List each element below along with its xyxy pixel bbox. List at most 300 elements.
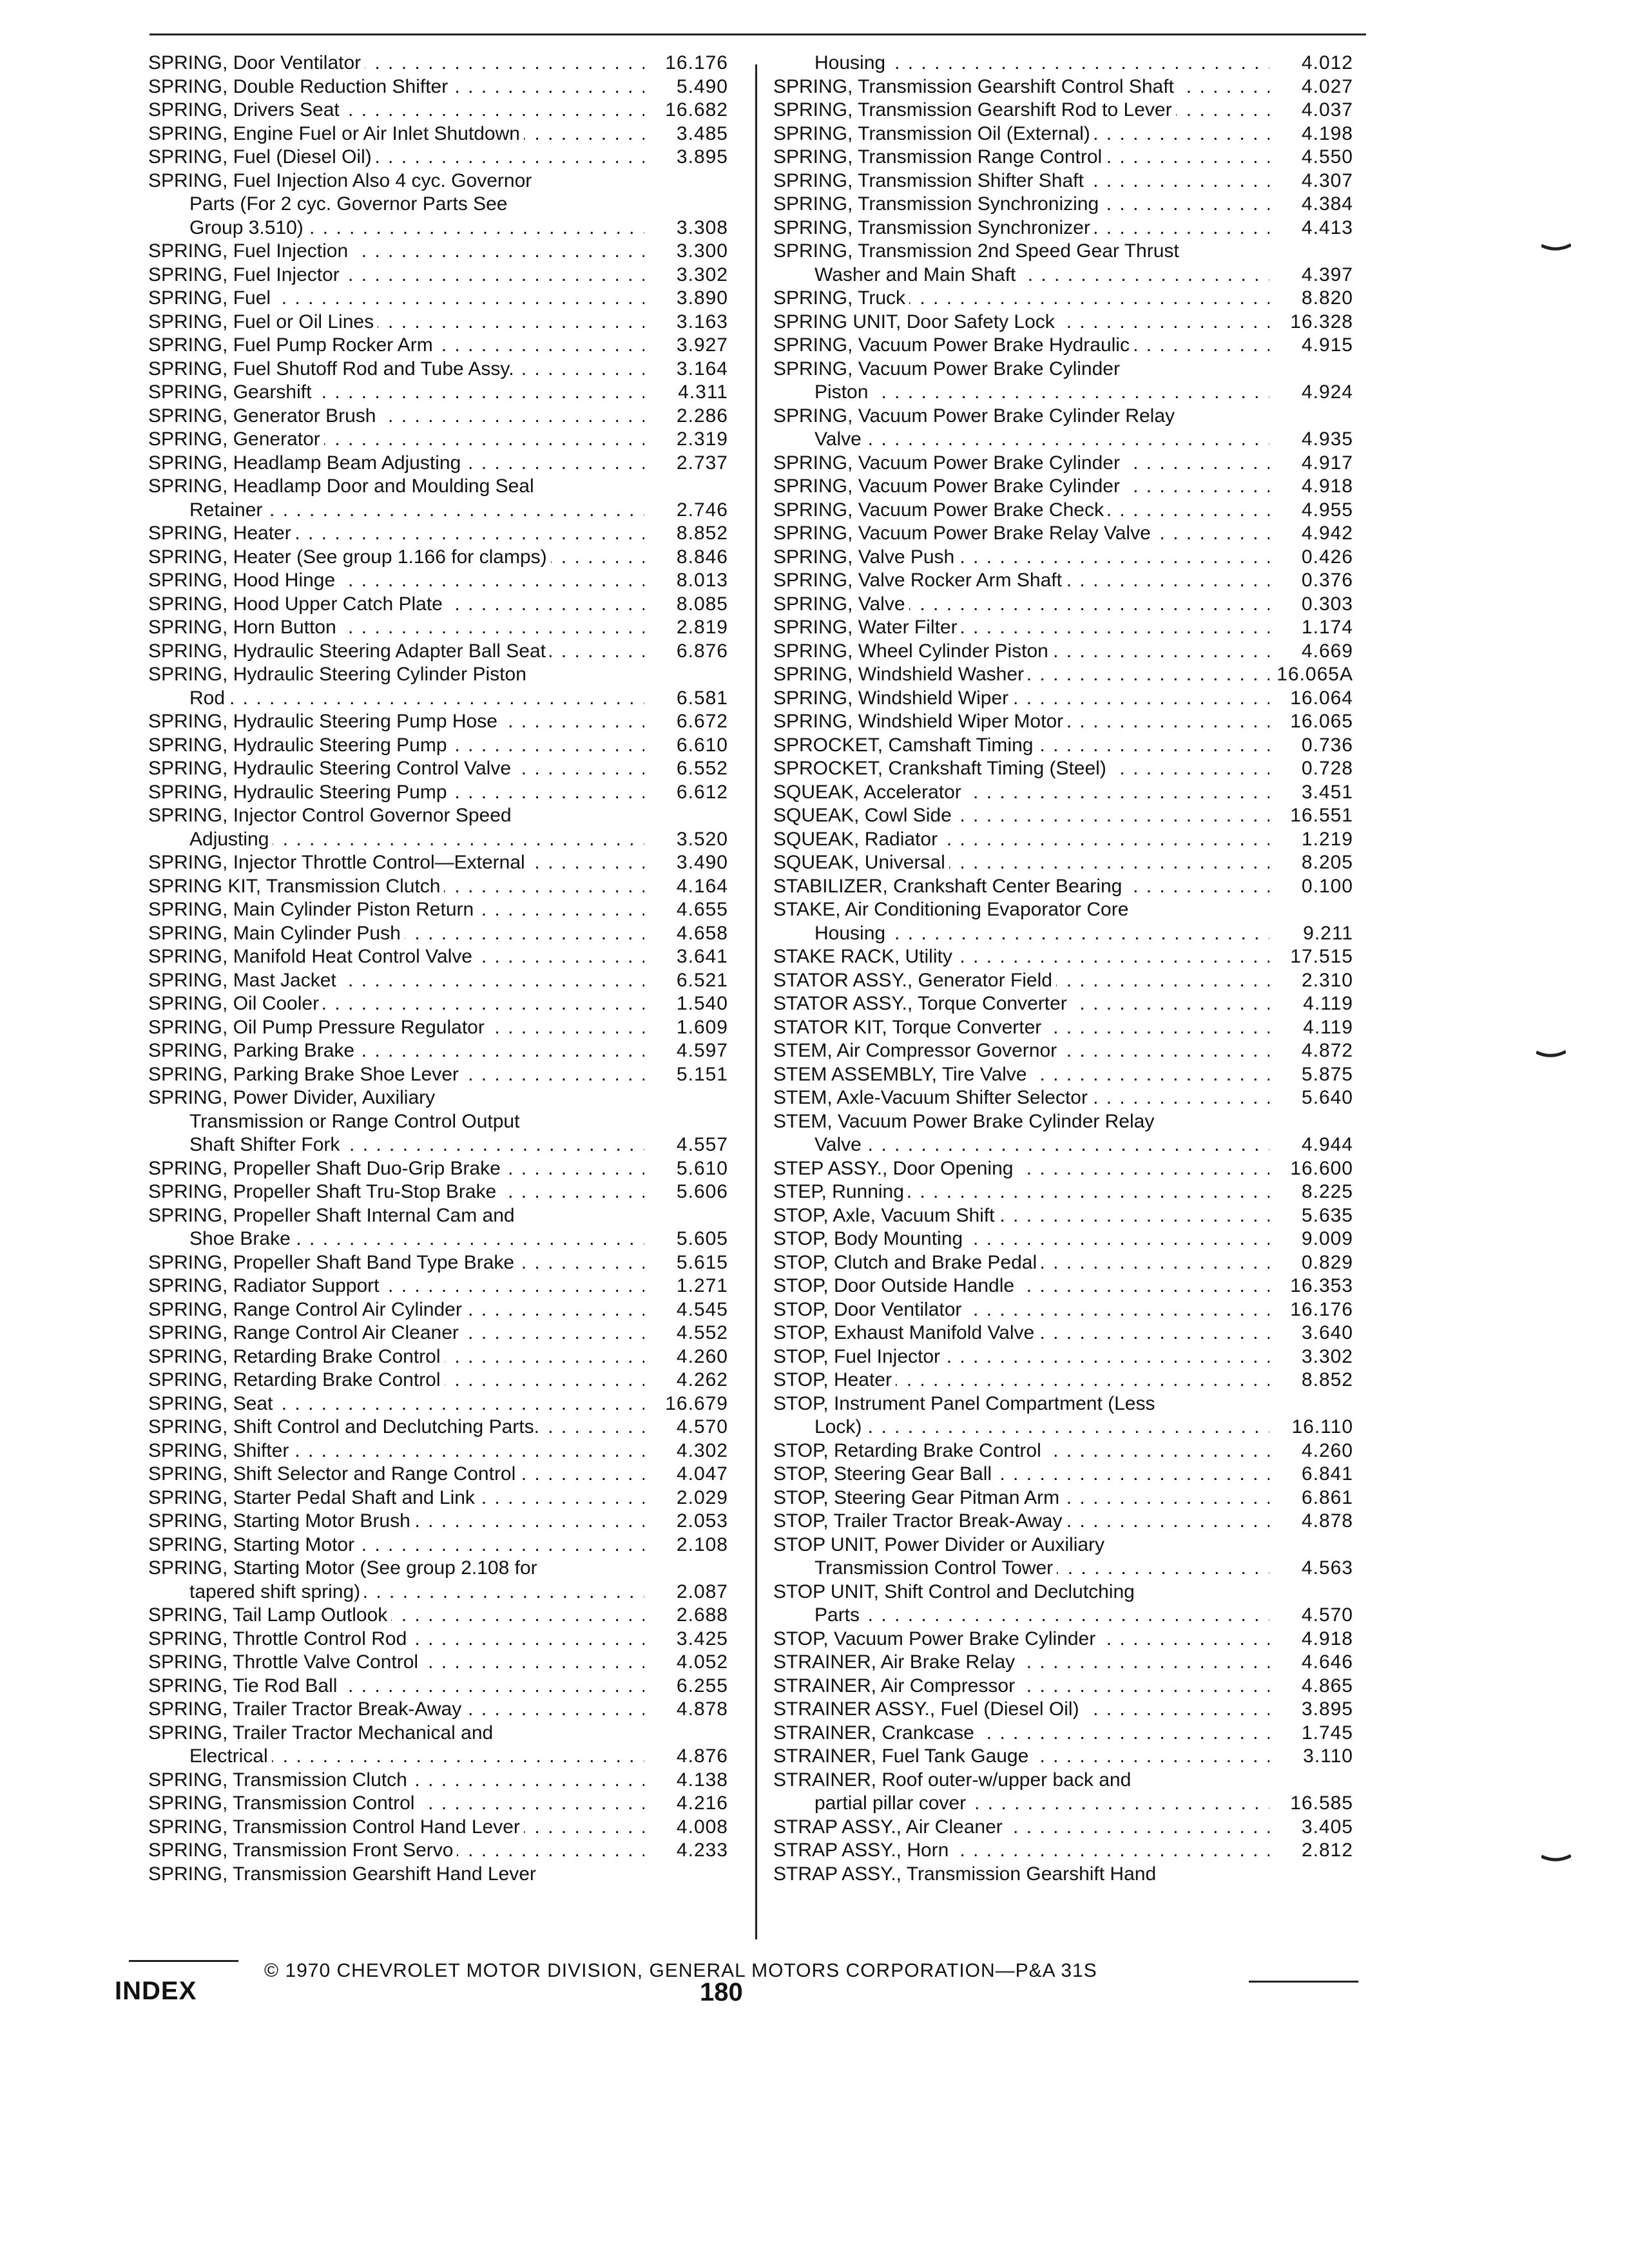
entry-text: SPRING, Double Reduction Shifter xyxy=(148,76,452,97)
group-number: 6.861 xyxy=(1301,1486,1353,1508)
group-number: 4.570 xyxy=(676,1416,728,1437)
entry-text: SPRING, Range Control Air Cylinder xyxy=(148,1299,466,1320)
group-number: 4.008 xyxy=(676,1816,728,1838)
index-entry xyxy=(773,1251,1353,1275)
entry-text: SPRING, Hydraulic Steering Control Valve xyxy=(148,758,515,779)
group-number: 4.260 xyxy=(1301,1439,1353,1461)
index-entry xyxy=(773,1133,1353,1157)
index-entry xyxy=(148,828,728,852)
index-entry xyxy=(148,992,728,1016)
index-entry xyxy=(148,546,728,570)
group-number: 4.311 xyxy=(678,381,728,403)
entry-label xyxy=(773,1675,1269,1698)
entry-label xyxy=(773,663,1269,687)
group-number: 3.520 xyxy=(676,828,728,850)
index-entry xyxy=(148,663,728,687)
group-number: 0.736 xyxy=(1301,734,1353,756)
entry-text: STOP, Fuel Injector xyxy=(773,1346,944,1367)
entry-text: STOP, Axle, Vacuum Shift xyxy=(773,1205,999,1226)
index-entry xyxy=(148,569,728,593)
group-number: 16.585 xyxy=(1290,1792,1353,1814)
group-number: 6.610 xyxy=(676,734,728,756)
group-number: 8.852 xyxy=(676,523,728,544)
group-number: 3.641 xyxy=(676,946,728,967)
entry-text: SPRING, Retarding Brake Control xyxy=(148,1369,445,1390)
entry-label xyxy=(189,1745,644,1769)
group-number: 4.047 xyxy=(676,1463,728,1485)
index-entry xyxy=(773,1321,1353,1345)
entry-label xyxy=(148,146,644,169)
entry-text: Washer and Main Shaft xyxy=(815,264,1019,285)
entry-label xyxy=(148,757,644,781)
group-number: 2.819 xyxy=(676,617,728,638)
entry-label xyxy=(189,1133,644,1157)
group-number: 8.013 xyxy=(676,570,728,591)
entry-text: STATOR KIT, Torque Converter xyxy=(773,1017,1045,1038)
entry-label xyxy=(148,1369,644,1392)
group-number: 8.820 xyxy=(1301,287,1353,309)
index-entry xyxy=(148,1298,728,1322)
entry-label xyxy=(773,546,1269,570)
index-entry xyxy=(773,1298,1353,1322)
index-entry xyxy=(148,1604,728,1628)
entry-label xyxy=(773,146,1269,169)
entry-label xyxy=(773,1533,1269,1557)
entry-label xyxy=(773,1369,1269,1392)
group-number: 0.728 xyxy=(1301,758,1353,779)
entry-text: SPRING, Engine Fuel or Air Inlet Shutdown xyxy=(148,123,524,144)
index-entry xyxy=(148,499,728,523)
entry-label xyxy=(148,122,644,146)
index-entry xyxy=(773,875,1353,899)
group-number: 6.841 xyxy=(1301,1463,1353,1485)
entry-label xyxy=(773,358,1269,381)
entry-text: SPRING, Wheel Cylinder Piston xyxy=(773,640,1052,662)
entry-text: STEP ASSY., Door Opening xyxy=(773,1158,1017,1179)
entry-label xyxy=(773,475,1269,499)
index-entry xyxy=(148,1110,728,1134)
entry-label xyxy=(189,687,644,711)
group-number: 5.606 xyxy=(676,1181,728,1202)
entry-text: SPRING, Valve Rocker Arm Shaft xyxy=(773,570,1066,591)
index-entry xyxy=(148,1722,728,1745)
group-number: 6.612 xyxy=(676,781,728,803)
group-number: 3.485 xyxy=(676,122,728,144)
index-entry xyxy=(773,1510,1353,1533)
right-index-column xyxy=(773,52,1353,1886)
entry-label xyxy=(773,216,1269,240)
index-entry xyxy=(148,969,728,993)
entry-text: SPRING, Seat xyxy=(148,1393,276,1414)
index-entry xyxy=(773,781,1353,805)
entry-text: SPRING, Vacuum Power Brake Cylinder Relay xyxy=(773,405,1179,427)
group-number: 16.176 xyxy=(1290,1298,1353,1320)
index-entry xyxy=(773,1745,1353,1769)
index-entry xyxy=(773,405,1353,428)
entry-label xyxy=(189,1110,644,1134)
binding-mark xyxy=(1541,1854,1571,1863)
entry-text: Housing xyxy=(815,923,889,944)
entry-label xyxy=(148,992,644,1016)
index-entry xyxy=(148,240,728,264)
entry-label xyxy=(148,593,644,617)
entry-text: SPRING, Headlamp Beam Adjusting xyxy=(148,452,465,474)
entry-label xyxy=(815,52,1269,75)
entry-label xyxy=(773,1722,1269,1745)
group-number: 16.551 xyxy=(1290,805,1353,826)
entry-label xyxy=(773,1651,1269,1675)
entry-label xyxy=(148,475,644,499)
entry-text: STEP, Running xyxy=(773,1181,908,1202)
entry-text: Piston xyxy=(815,381,872,403)
entry-text: SPRING, Windshield Wiper xyxy=(773,687,1012,709)
index-entry xyxy=(148,405,728,428)
entry-label xyxy=(148,287,644,311)
entry-text: SPRING, Fuel Injection Also 4 cyc. Governor xyxy=(148,170,535,191)
entry-label xyxy=(148,1675,644,1698)
group-number: 6.876 xyxy=(676,640,728,662)
entry-label xyxy=(148,1769,644,1792)
index-entry xyxy=(773,1274,1353,1298)
entry-text: Shaft Shifter Fork xyxy=(189,1134,343,1155)
entry-text: Retainer xyxy=(189,499,266,521)
entry-label xyxy=(773,992,1269,1016)
entry-text: SPRING, Starting Motor (See group 2.108 for xyxy=(148,1557,541,1579)
index-entry xyxy=(148,381,728,405)
entry-text: tapered shift spring) xyxy=(189,1581,364,1602)
index-entry xyxy=(148,1533,728,1557)
index-entry xyxy=(148,1345,728,1369)
index-entry xyxy=(148,99,728,122)
index-entry xyxy=(773,1227,1353,1251)
index-entry xyxy=(773,428,1353,452)
entry-label xyxy=(815,1557,1269,1581)
entry-text: Lock) xyxy=(815,1416,865,1437)
index-entry xyxy=(773,569,1353,593)
index-entry xyxy=(148,522,728,546)
group-number: 2.108 xyxy=(676,1533,728,1555)
entry-text: SPRING, Transmission Clutch xyxy=(148,1769,411,1791)
index-entry xyxy=(148,1628,728,1651)
group-number: 9.211 xyxy=(1303,922,1353,944)
group-number: 4.944 xyxy=(1301,1134,1353,1155)
group-number: 5.875 xyxy=(1301,1063,1353,1085)
entry-label xyxy=(773,122,1269,146)
entry-text: SPRING, Valve Push xyxy=(773,546,958,568)
entry-label xyxy=(773,710,1269,734)
index-entry xyxy=(773,1486,1353,1510)
index-entry xyxy=(773,1039,1353,1063)
index-entry xyxy=(773,264,1353,287)
index-entry xyxy=(148,1745,728,1769)
group-number: 6.581 xyxy=(676,687,728,709)
entry-label xyxy=(148,1439,644,1463)
entry-text: SPRING, Generator xyxy=(148,428,324,450)
binding-mark xyxy=(1536,1050,1566,1059)
entry-label xyxy=(773,1086,1269,1110)
group-number: 3.425 xyxy=(676,1628,728,1649)
group-number: 3.490 xyxy=(676,852,728,873)
index-entry xyxy=(773,146,1353,169)
group-number: 3.164 xyxy=(676,358,728,380)
group-number: 4.138 xyxy=(676,1769,728,1791)
group-number: 4.550 xyxy=(1301,146,1353,168)
entry-label xyxy=(148,1698,644,1722)
index-entry xyxy=(773,1675,1353,1698)
index-entry xyxy=(148,734,728,758)
entry-label xyxy=(189,193,644,216)
entry-text: SPRING, Horn Button xyxy=(148,617,340,638)
index-entry xyxy=(773,1557,1353,1581)
index-entry xyxy=(773,1086,1353,1110)
entry-label xyxy=(773,1251,1269,1275)
entry-label xyxy=(773,1745,1269,1769)
index-entry xyxy=(148,1369,728,1392)
entry-label xyxy=(148,1816,644,1840)
entry-text: SPRING, Starter Pedal Shaft and Link xyxy=(148,1487,479,1508)
entry-text: STOP, Body Mounting xyxy=(773,1228,967,1249)
index-entry xyxy=(773,898,1353,922)
entry-text: SPRING, Vacuum Power Brake Check xyxy=(773,499,1108,521)
group-number: 4.260 xyxy=(676,1345,728,1367)
index-entry xyxy=(148,1839,728,1863)
group-number: 4.865 xyxy=(1301,1675,1353,1696)
index-entry xyxy=(773,1369,1353,1392)
index-entry xyxy=(148,311,728,334)
group-number: 4.557 xyxy=(676,1134,728,1155)
entry-text: SPRING, Propeller Shaft Band Type Brake xyxy=(148,1252,518,1273)
entry-text: SPRING, Transmission Synchronizer xyxy=(773,217,1094,238)
index-entry xyxy=(148,1792,728,1816)
entry-label xyxy=(148,1863,644,1887)
group-number: 4.597 xyxy=(676,1040,728,1061)
entry-text: STRAINER, Fuel Tank Gauge xyxy=(773,1745,1032,1767)
index-entry xyxy=(148,146,728,169)
entry-text: SPRING, Hood Hinge xyxy=(148,570,339,591)
entry-label xyxy=(773,405,1269,428)
group-number: 5.151 xyxy=(676,1063,728,1085)
entry-label xyxy=(148,1557,644,1581)
group-number: 17.515 xyxy=(1290,946,1353,967)
group-number: 6.255 xyxy=(676,1675,728,1696)
index-entry xyxy=(148,428,728,452)
entry-label xyxy=(148,99,644,122)
index-entry xyxy=(773,499,1353,523)
index-entry xyxy=(148,216,728,240)
group-number: 4.052 xyxy=(676,1651,728,1673)
entry-text: Rod xyxy=(189,687,229,709)
entry-text: SPRING, Transmission Front Servo xyxy=(148,1840,457,1861)
entry-text: STRAINER, Crankcase xyxy=(773,1722,978,1744)
group-number: 6.552 xyxy=(676,758,728,779)
entry-text: SPRING, Fuel or Oil Lines xyxy=(148,311,378,332)
index-entry xyxy=(148,1204,728,1228)
index-entry xyxy=(148,687,728,711)
entry-text: SPRING, Vacuum Power Brake Cylinder xyxy=(773,358,1124,380)
entry-label xyxy=(148,616,644,640)
entry-text: Adjusting xyxy=(189,829,273,850)
entry-label xyxy=(773,945,1269,969)
entry-label xyxy=(815,1133,1269,1157)
group-number: 3.890 xyxy=(676,287,728,309)
entry-text: SPRING, Fuel Shutoff Rod and Tube Assy. xyxy=(148,358,518,380)
entry-text: SPRING, Tail Lamp Outlook xyxy=(148,1604,391,1626)
entry-label xyxy=(148,1792,644,1816)
entry-text: STOP, Instrument Panel Compartment (Less xyxy=(773,1393,1159,1414)
index-entry xyxy=(773,969,1353,993)
group-number: 1.219 xyxy=(1301,828,1353,850)
entry-text: SPRING, Power Divider, Auxiliary xyxy=(148,1087,439,1108)
index-entry xyxy=(773,216,1353,240)
entry-text: Electrical xyxy=(189,1745,272,1767)
entry-label xyxy=(189,828,644,852)
entry-label xyxy=(148,922,644,946)
entry-label xyxy=(773,1863,1269,1887)
entry-text: SPRING, Propeller Shaft Internal Cam and xyxy=(148,1205,519,1226)
entry-text: SPRING, Headlamp Door and Moulding Seal xyxy=(148,476,538,497)
entry-label xyxy=(148,1086,644,1110)
entry-label xyxy=(773,522,1269,546)
entry-label xyxy=(189,216,644,240)
group-number: 4.027 xyxy=(1301,75,1353,97)
entry-label xyxy=(773,828,1269,852)
entry-text: SQUEAK, Cowl Side xyxy=(773,805,956,826)
entry-label xyxy=(815,1416,1269,1439)
entry-label xyxy=(773,1581,1269,1604)
entry-text: SPRING, Injector Control Governor Speed xyxy=(148,805,516,826)
index-entry xyxy=(773,1392,1353,1416)
entry-text: STOP, Exhaust Manifold Valve xyxy=(773,1322,1038,1343)
entry-label xyxy=(773,969,1269,993)
index-entry xyxy=(773,1204,1353,1228)
index-entry xyxy=(148,1016,728,1040)
group-number: 4.876 xyxy=(676,1745,728,1767)
entry-text: SPRING, Transmission Synchronizing xyxy=(773,193,1103,215)
entry-text: SPRING, Transmission Control xyxy=(148,1792,418,1814)
entry-label xyxy=(815,1792,1269,1816)
entry-text: SPRING, Propeller Shaft Duo-Grip Brake xyxy=(148,1158,505,1179)
index-entry xyxy=(148,1039,728,1063)
entry-label xyxy=(773,757,1269,781)
index-entry xyxy=(148,1416,728,1439)
index-entry xyxy=(773,75,1353,99)
group-number: 4.658 xyxy=(676,922,728,944)
group-number: 16.600 xyxy=(1290,1157,1353,1179)
group-number: 0.100 xyxy=(1301,875,1353,897)
group-number: 16.679 xyxy=(665,1392,728,1414)
group-number: 0.829 xyxy=(1301,1251,1353,1273)
group-number: 8.225 xyxy=(1301,1181,1353,1202)
entry-label xyxy=(773,193,1269,216)
entry-label xyxy=(815,428,1269,452)
group-number: 8.085 xyxy=(676,593,728,615)
index-entry xyxy=(148,1557,728,1581)
entry-text: Housing xyxy=(815,52,889,73)
entry-text: STOP, Steering Gear Pitman Arm xyxy=(773,1487,1063,1508)
index-entry xyxy=(148,452,728,476)
entry-text: STABILIZER, Crankshaft Center Bearing xyxy=(773,876,1126,897)
group-number: 4.655 xyxy=(676,899,728,920)
group-number: 4.307 xyxy=(1301,169,1353,191)
entry-label xyxy=(773,334,1269,358)
entry-text: SPRING, Hydraulic Steering Pump xyxy=(148,782,451,803)
index-entry xyxy=(148,193,728,216)
index-entry xyxy=(148,593,728,617)
group-number: 4.216 xyxy=(676,1792,728,1814)
entry-text: STOP UNIT, Power Divider or Auxiliary xyxy=(773,1534,1108,1555)
entry-text: Parts xyxy=(815,1604,863,1626)
index-entry xyxy=(148,1863,728,1887)
entry-text: Shoe Brake xyxy=(189,1228,294,1249)
entry-text: SPRING, Shift Control and Declutching Parts. xyxy=(148,1416,543,1437)
entry-label xyxy=(815,1604,1269,1628)
entry-label xyxy=(148,1274,644,1298)
index-entry xyxy=(148,1157,728,1181)
group-number: 3.302 xyxy=(1301,1345,1353,1367)
entry-label xyxy=(773,99,1269,122)
index-entry xyxy=(773,334,1353,358)
entry-text: SPRING, Hydraulic Steering Pump Hose xyxy=(148,711,501,732)
index-entry xyxy=(773,522,1353,546)
group-number: 4.924 xyxy=(1301,381,1353,403)
entry-label xyxy=(773,781,1269,805)
index-entry xyxy=(148,169,728,193)
group-number: 16.176 xyxy=(665,52,728,73)
entry-label xyxy=(773,1227,1269,1251)
entry-label xyxy=(773,734,1269,758)
group-number: 3.302 xyxy=(676,264,728,285)
group-number: 3.405 xyxy=(1301,1816,1353,1838)
index-entry xyxy=(148,1392,728,1416)
entry-text: STOP UNIT, Shift Control and Declutching xyxy=(773,1581,1139,1602)
entry-text: SPRING, Oil Pump Pressure Regulator xyxy=(148,1017,488,1038)
index-entry xyxy=(773,1063,1353,1087)
entry-text: Valve xyxy=(815,428,865,450)
left-index-column xyxy=(148,52,728,1886)
entry-text: SPRING UNIT, Door Safety Lock xyxy=(773,311,1059,332)
entry-text: SPRING, Water Filter xyxy=(773,617,961,638)
top-rule xyxy=(149,34,1366,35)
entry-label xyxy=(148,169,644,193)
entry-label xyxy=(773,1298,1269,1322)
index-entry xyxy=(148,1769,728,1792)
index-entry xyxy=(773,1816,1353,1840)
group-number: 4.262 xyxy=(676,1369,728,1390)
entry-text: SPRING, Gearshift xyxy=(148,381,315,403)
entry-text: Group 3.510) xyxy=(189,217,307,238)
entry-text: SPRING, Windshield Wiper Motor xyxy=(773,711,1067,732)
index-entry xyxy=(148,122,728,146)
entry-label xyxy=(773,452,1269,476)
entry-text: SPRING, Injector Throttle Control—External xyxy=(148,852,529,873)
group-number: 4.397 xyxy=(1301,264,1353,285)
index-entry xyxy=(773,287,1353,311)
group-number: 5.490 xyxy=(676,75,728,97)
group-number: 1.271 xyxy=(676,1275,728,1296)
entry-text: SPRING, Door Ventilator xyxy=(148,52,365,73)
entry-text: SPRING, Heater xyxy=(148,523,295,544)
group-number: 4.955 xyxy=(1301,499,1353,521)
index-entry xyxy=(773,1110,1353,1134)
entry-label xyxy=(148,875,644,899)
copyright-notice: © 1970 CHEVROLET MOTOR DIVISION, GENERAL MOTORS CORPORATION—P&A 31S xyxy=(264,1960,1097,1981)
group-number: 1.609 xyxy=(676,1016,728,1038)
entry-label xyxy=(148,264,644,287)
group-number: 4.198 xyxy=(1301,122,1353,144)
entry-text: partial pillar cover xyxy=(815,1792,970,1814)
group-number: 2.053 xyxy=(676,1510,728,1532)
entry-label xyxy=(148,381,644,405)
